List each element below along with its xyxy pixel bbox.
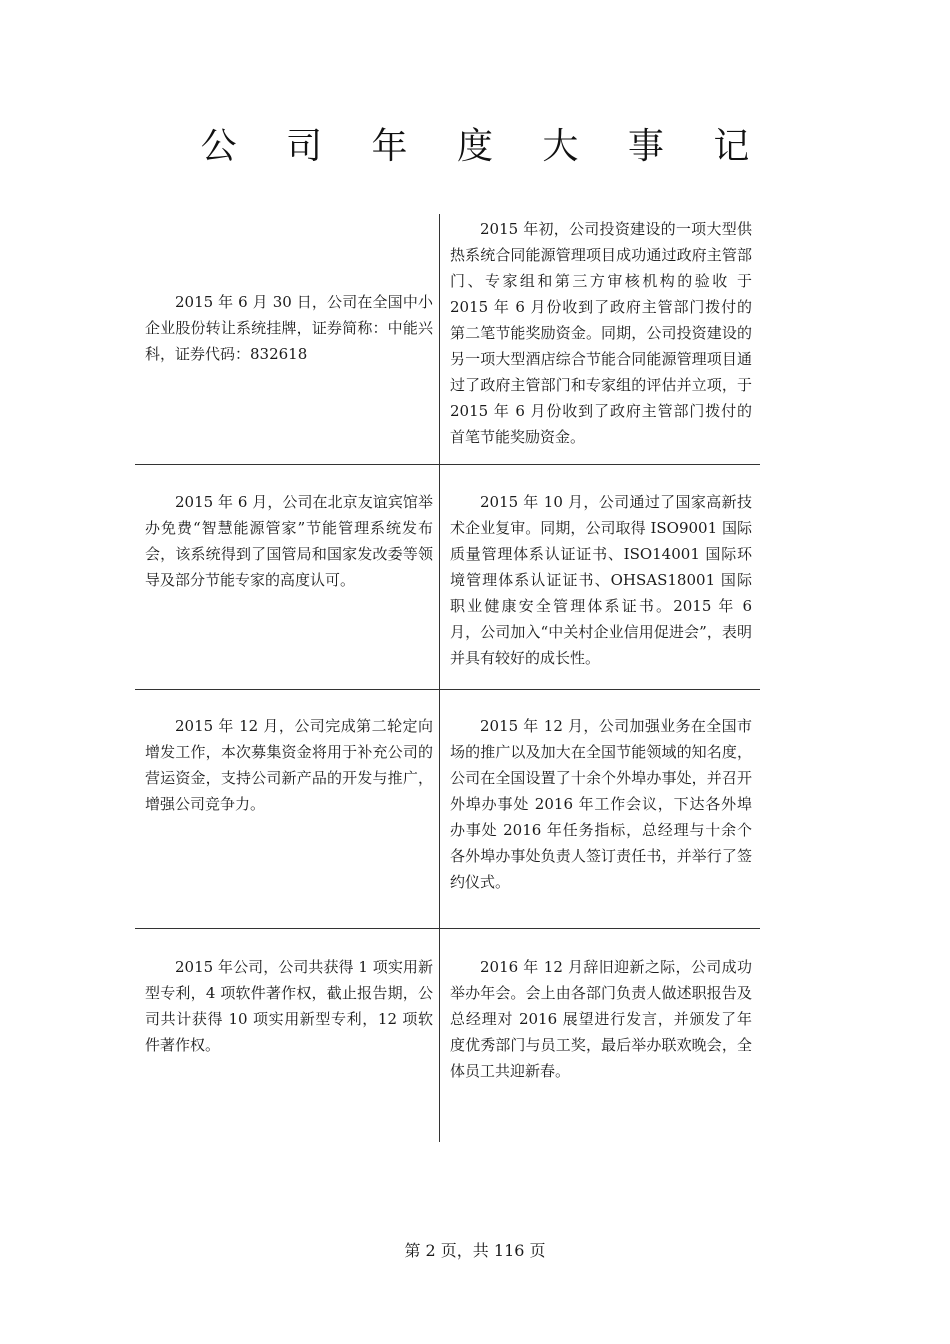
event-row4-left: 2015 年公司，公司共获得 1 项实用新型专利，4 项软件著作权，截止报告期，公司共计获得 10 项实用新型专利，12 项软件著作权。 xyxy=(145,958,433,1054)
page-title: 公 司 年 度 大 事 记 xyxy=(200,126,769,167)
event-row1-left: 2015 年 6 月 30 日，公司在全国中小企业股份转让系统挂牌，证券简称：中能兴科，证券代码：832618 xyxy=(145,293,433,363)
row-divider-2 xyxy=(135,689,760,690)
event-row2-left: 2015 年 6 月，公司在北京友谊宾馆举办免费“智慧能源管家”节能管理系统发布会，该系统得到了国管局和国家发改委等领导及部分节能专家的高度认可。 xyxy=(145,493,433,589)
row-divider-3 xyxy=(135,928,760,929)
event-row3-left: 2015 年 12 月，公司完成第二轮定向增发工作，本次募集资金将用于补充公司的营运资金，支持公司新产品的开发与推广，增强公司竞争力。 xyxy=(145,717,433,813)
page-number-footer: 第 2 页，共 116 页 xyxy=(404,1241,546,1260)
row-divider-1 xyxy=(135,464,760,465)
event-row4-right: 2016 年 12 月辞旧迎新之际，公司成功举办年会。会上由各部门负责人做述职报告及总经理对 2016 展望进行发言，并颁发了年度优秀部门与员工奖，最后举办联欢晚会，全体员工共迎新春。 xyxy=(450,958,752,1080)
column-divider xyxy=(439,214,440,1142)
event-row2-right: 2015 年 10 月，公司通过了国家高新技术企业复审。同期，公司取得 ISO9001 国际质量管理体系认证证书、ISO14001 国际环境管理体系认证证书、OHSAS18001 国际职业健康安全管理体系证书。2015 年 6 月，公司加入“中关村企业信用促进会”，表明并具有较好的成长性。 xyxy=(450,493,752,667)
event-row3-right: 2015 年 12 月，公司加强业务在全国市场的推广以及加大在全国节能领域的知名度，公司在全国设置了十余个外埠办事处，并召开外埠办事处 2016 年工作会议，下达各外埠办事处 2016 年任务指标，总经理与十余个各外埠办事处负责人签订责任书，并举行了签约仪式。 xyxy=(450,717,752,891)
event-row1-right: 2015 年初，公司投资建设的一项大型供热系统合同能源管理项目成功通过政府主管部门、专家组和第三方审核机构的验收 于 2015 年 6 月份收到了政府主管部门拨付的第二笔节能奖励资金。同期，公司投资建设的另一项大型酒店综合节能合同能源管理项目通过了政府主管部门和专家组的评估并立项，于 2015 年 6 月份收到了政府主管部门拨付的首笔节能奖励资金。 xyxy=(450,220,752,446)
